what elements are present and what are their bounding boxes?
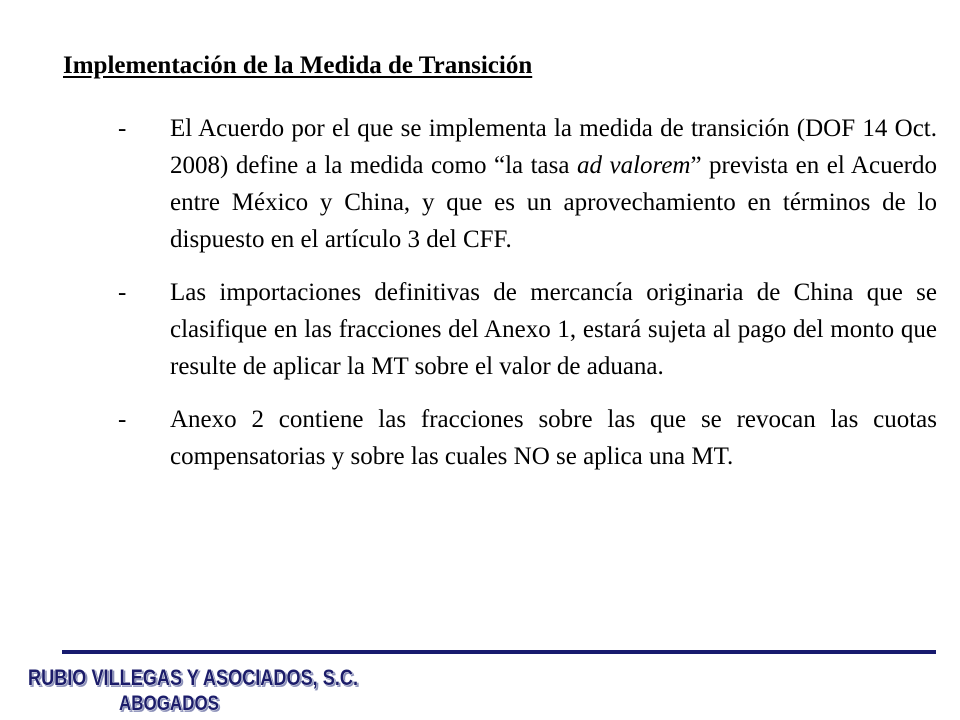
bullet-item-1 xyxy=(118,110,938,258)
bullet-marker: - xyxy=(118,279,127,306)
firm-subtitle: ABOGADOS xyxy=(119,692,219,715)
firm-logo xyxy=(18,657,378,717)
bullet-list xyxy=(118,110,938,475)
bullet-text-part: El Acuerdo por el que se implementa la medida de transición (DOF 14 Oct. 2008) define a la medida como “la tasa xyxy=(170,115,937,179)
firm-name: RUBIO VILLEGAS Y ASOCIADOS, S.C. xyxy=(28,665,358,690)
bullet-text: Las importaciones definitivas de mercancía originaria de China que se clasifique en las fracciones del Anexo 1, estará sujeta al pago del monto que resulte de aplicar la MT sobre el valor de aduana. xyxy=(170,279,937,380)
bullet-marker: - xyxy=(118,115,127,142)
bullet-marker: - xyxy=(118,406,127,433)
bullet-text: Anexo 2 contiene las fracciones sobre las que se revocan las cuotas compensatorias y sobre las cuales NO se aplica una MT. xyxy=(170,406,937,470)
bullet-text-part: ” prevista en el Acuerdo entre México y China, y que es un aprovechamiento en términos de lo dispuesto en el artículo 3 del CFF. xyxy=(170,152,937,253)
bullet-text xyxy=(170,110,937,258)
bullet-item-2 xyxy=(118,274,938,385)
bullet-text-italic: ad valorem xyxy=(576,152,691,179)
page-title: Implementación de la Medida de Transición xyxy=(63,52,533,79)
bullet-item-3 xyxy=(118,401,938,475)
footer-divider xyxy=(62,650,936,654)
